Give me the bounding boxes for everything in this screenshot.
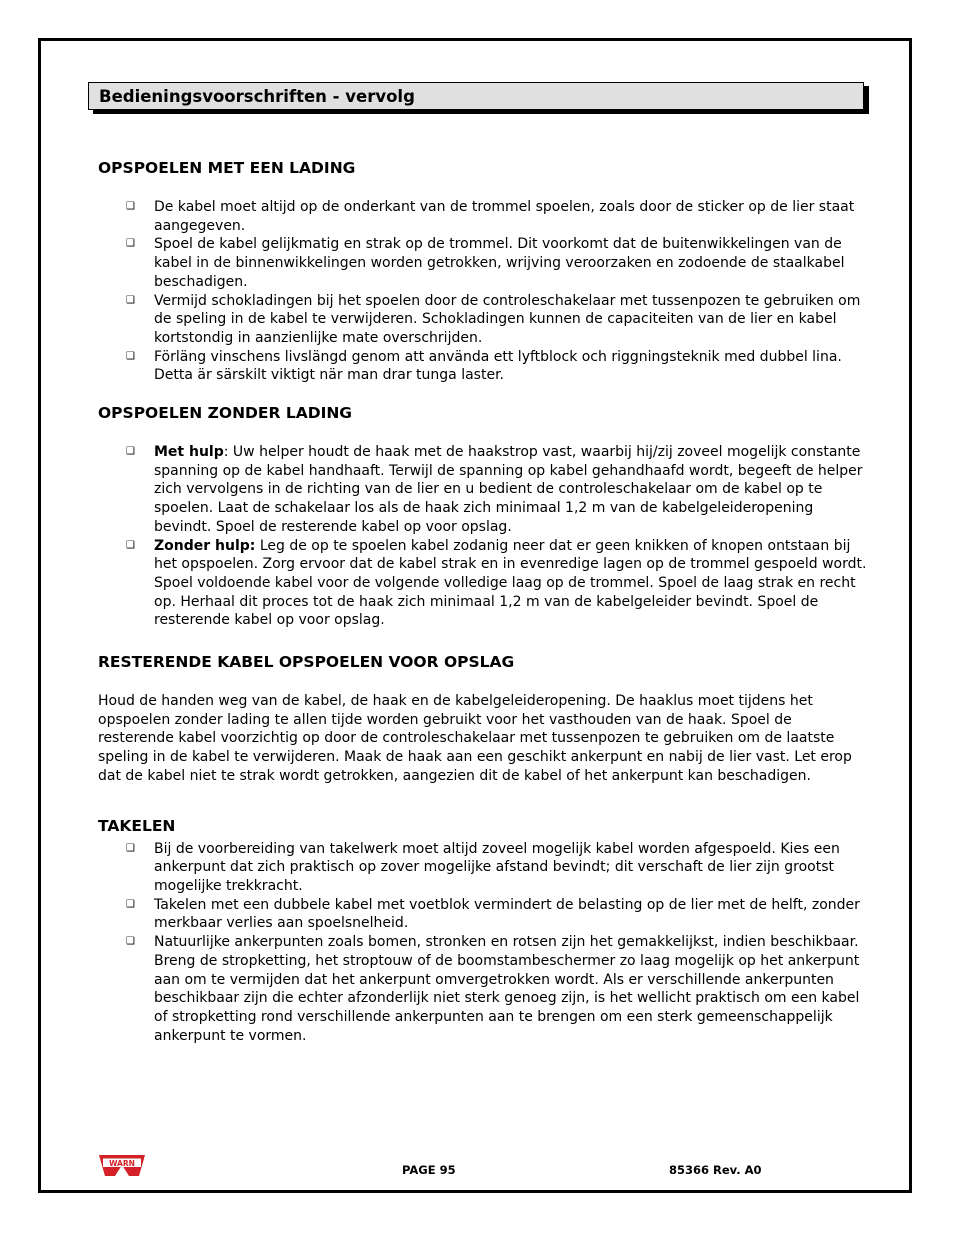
section-header — [88, 82, 864, 110]
warn-logo-icon — [98, 1152, 146, 1178]
list-opspoelen-met-lading — [98, 198, 868, 385]
list-item: ❑ Zonder hulp: Leg de op te spoelen kabel zodanig neer dat er geen knikken of knopen ontstaan bij het opspoelen. Zorg ervoor dat de kabel strak en in evenredige lagen op de trommel gespoeld wordt. Spoel voldoende kabel voor de volgende volledige laag op de trommel. Spoel de laag strak en recht op. Herhaal dit proces tot de haak zich minimaal 1,2 m van de kabelgeleider bevindt. Spoel de resterende kabel op voor opslag. — [126, 537, 867, 629]
item-label: Met hulp — [154, 444, 224, 461]
heading-takelen: TAKELEN — [98, 816, 176, 835]
list-item: ❑ Met hulp: Uw helper houdt de haak met de haakstrop vast, waarbij hij/zij zoveel mogelijk constante spanning op de kabel handhaaft. Terwijl de spanning op kabel gehandhaafd wordt, begeeft de helper zich vervolgens in de richting van de lier en u bedient de controleschakelaar om de kabel op te spoelen. Laat de schakelaar los als de haak zich minimaal 1,2 m van de kabelgeleideropening bevindt. Spoel de resterende kabel op voor opslag. — [126, 444, 863, 535]
heading-opspoelen-met-lading: OPSPOELEN MET EEN LADING — [98, 159, 356, 177]
checkbox-bullet-icon: ❑ — [126, 842, 135, 854]
list-item: ❑ Spoel de kabel gelijkmatig en strak op de trommel. Dit voorkomt dat de buitenwikkelingen van de kabel in de binnenwikkelingen worden getrokken, wrijving veroorzaken en zodoende de staalkabel beschadigen. — [126, 236, 845, 290]
list-item: ❑ De kabel moet altijd op de onderkant van de trommel spoelen, zoals door de sticker op de lier staat aangegeven. — [126, 199, 855, 234]
list-item: ❑ Takelen met een dubbele kabel met voetblok vermindert de belasting op de lier met de helft, zonder merkbaar verlies aan spoelsnelheid. — [126, 896, 860, 932]
list-item: ❑ Natuurlijke ankerpunten zoals bomen, stronken en rotsen zijn het gemakkelijkst, indien beschikbaar. Breng de stropketting, het stroptouw of de boomstambeschermer zo laag mogelijk op het ankerpunt aan om te vermijden dat het ankerpunt omvergetrokken wordt. Als er verschillende ankerpunten beschikbaar zijn die echter afzonderlijk niet sterk genoeg zijn, is het wellicht praktisch om een kabel of stropketting rond verschillende ankerpunten aan te brengen om een sterk gemeenschappelijk ankerpunt te vormen. — [126, 934, 860, 1044]
heading-resterende-kabel: RESTERENDE KABEL OPSPOELEN VOOR OPSLAG — [98, 653, 515, 672]
checkbox-bullet-icon: ❑ — [126, 201, 135, 212]
list-item: ❑ Bij de voorbereiding van takelwerk moet altijd zoveel mogelijk kabel worden afgespoeld. Kies een ankerpunt dat zich praktisch op zover mogelijke afstand bevindt; dit verschaft de lier zijn grootst mogelijke trekkracht. — [126, 840, 840, 894]
checkbox-bullet-icon: ❑ — [126, 238, 135, 250]
list-opspoelen-zonder-lading — [98, 443, 868, 630]
checkbox-bullet-icon: ❑ — [126, 350, 135, 362]
checkbox-bullet-icon: ❑ — [126, 446, 135, 458]
list-takelen — [98, 840, 868, 1046]
svg-text:WARN: WARN — [109, 1158, 135, 1168]
checkbox-bullet-icon: ❑ — [126, 294, 135, 306]
heading-opspoelen-zonder-lading: OPSPOELEN ZONDER LADING — [98, 404, 353, 423]
checkbox-bullet-icon: ❑ — [126, 898, 135, 910]
content — [98, 158, 868, 1045]
section-title: Bedieningsvoorschriften - vervolg — [99, 87, 415, 106]
paragraph-resterende-kabel: Houd de handen weg van de kabel, de haak en de kabelgeleideropening. De haaklus moet tijdens het opspoelen zonder lading te allen tijde worden gebruikt voor het vasthouden van de haak. Spoel de resterende kabel voorzichtig op door de controleschakelaar met tussenpozen te gebruiken om de laatste speling in de kabel te verwijderen. Maak de haak aan een geschikt ankerpunt en nabij de lier vast. Let erop dat de kabel niet te strak wordt getrokken, aangezien dit de kabel of het ankerpunt kan beschadigen. — [98, 693, 852, 784]
page-number: PAGE 95 — [402, 1163, 456, 1177]
checkbox-bullet-icon: ❑ — [126, 539, 135, 551]
list-item: ❑ Förläng vinschens livslängd genom att använda ett lyftblock och riggningsteknik med dubbel lina. Detta är särskilt viktigt när man drar tunga laster. — [126, 348, 842, 384]
document-revision: 85366 Rev. A0 — [669, 1163, 762, 1177]
item-label: Zonder hulp: — [154, 537, 256, 554]
checkbox-bullet-icon: ❑ — [126, 936, 135, 948]
list-item: ❑ Vermijd schokladingen bij het spoelen door de controleschakelaar met tussenpozen te gebruiken om de speling in de kabel te verwijderen. Schokladingen kunnen de capaciteiten van de lier en kabel kortstondig in aanzienlijke mate overschrijden. — [126, 292, 861, 346]
